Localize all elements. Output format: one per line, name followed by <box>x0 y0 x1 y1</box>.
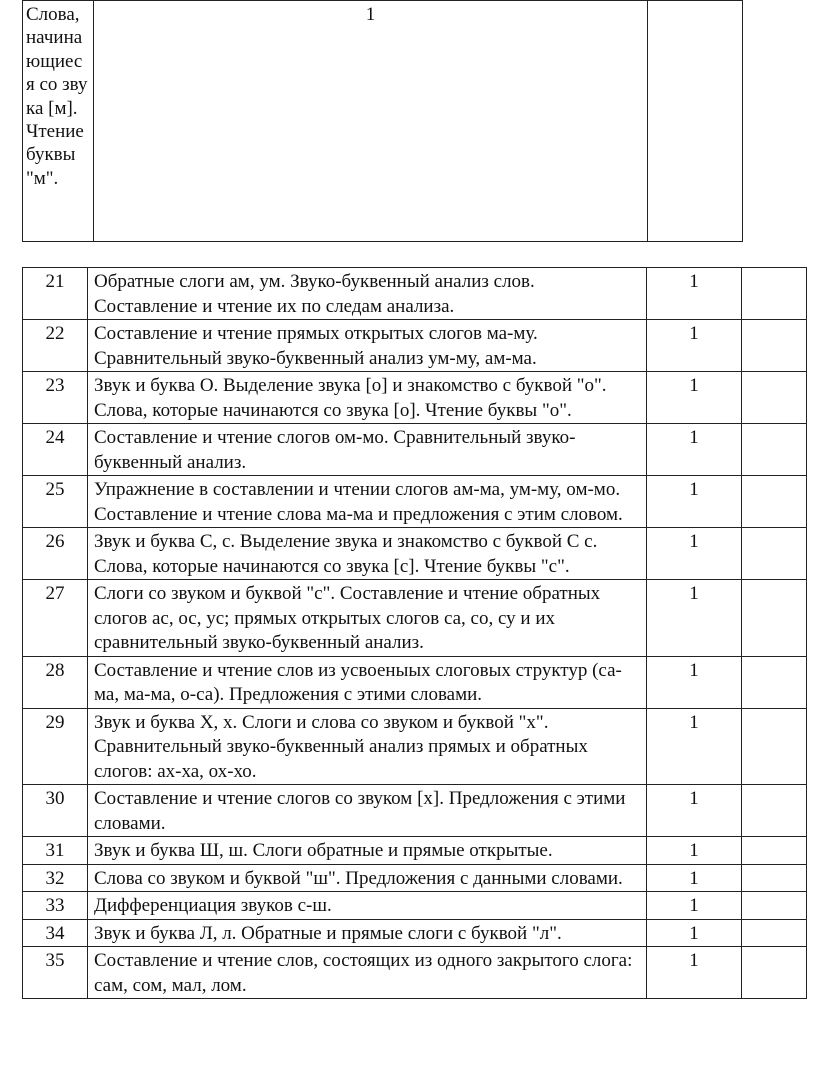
hours-count: 1 <box>647 268 742 320</box>
hours-count: 1 <box>647 424 742 476</box>
topic-text: Слова, начинающиеся со звука [м]. Чтение буквы "м". <box>26 4 88 189</box>
hours-count: 1 <box>647 708 742 785</box>
lesson-topic: Звук и буква Ш, ш. Слоги обратные и прямые открытые. <box>88 837 647 865</box>
lesson-topic: Упражнение в составлении и чтении слогов ам-ма, ум-му, ом-мо. Составление и чтение слова ма-ма и предложения с этим словом. <box>88 476 647 528</box>
hours-count: 1 <box>647 528 742 580</box>
lesson-topic: Звук и буква С, с. Выделение звука и знакомство с буквой С с. Слова, которые начинаются со звука [с]. Чтение буквы "с". <box>88 528 647 580</box>
lesson-topic: Звук и буква Х, х. Слоги и слова со звуком и буквой "х". Сравнительный звуко-буквенный анализ прямых и обратных слогов: ах-ха, ох-хо. <box>88 708 647 785</box>
lesson-topic: Составление и чтение слогов ом-мо. Сравнительный звуко-буквенный анализ. <box>88 424 647 476</box>
notes-cell <box>742 785 807 837</box>
row-number: 25 <box>23 476 88 528</box>
notes-cell <box>742 708 807 785</box>
table-row <box>23 528 807 580</box>
row-number: 23 <box>23 372 88 424</box>
continued-row-table <box>22 0 743 242</box>
extra-cell <box>648 1 743 242</box>
table-row <box>23 580 807 657</box>
hours-count: 1 <box>647 372 742 424</box>
hours-count: 1 <box>647 580 742 657</box>
notes-cell <box>742 837 807 865</box>
notes-cell <box>742 947 807 999</box>
lesson-topic: Дифференциация звуков с-ш. <box>88 892 647 920</box>
notes-cell <box>742 528 807 580</box>
lesson-topic: Звук и буква О. Выделение звука [о] и знакомство с буквой "о". Слова, которые начинаются со звука [о]. Чтение буквы "о". <box>88 372 647 424</box>
table-row <box>23 919 807 947</box>
hours-count: 1 <box>647 656 742 708</box>
row-number: 33 <box>23 892 88 920</box>
lesson-plan-table <box>22 267 807 999</box>
row-number: 29 <box>23 708 88 785</box>
notes-cell <box>742 424 807 476</box>
hours-count: 1 <box>647 864 742 892</box>
lesson-topic: Составление и чтение слов из усвоеныых слоговых структур (са-ма, ма-ма, о-са). Предложения с этими словами. <box>88 656 647 708</box>
table-row <box>23 320 807 372</box>
notes-cell <box>742 656 807 708</box>
table-row <box>23 1 743 242</box>
table-row <box>23 864 807 892</box>
topic-cell <box>23 1 94 242</box>
row-number: 35 <box>23 947 88 999</box>
lesson-topic: Составление и чтение слогов со звуком [х]. Предложения с этими словами. <box>88 785 647 837</box>
hours-count: 1 <box>647 892 742 920</box>
notes-cell <box>742 268 807 320</box>
row-number: 26 <box>23 528 88 580</box>
notes-cell <box>742 892 807 920</box>
row-number: 24 <box>23 424 88 476</box>
row-number: 28 <box>23 656 88 708</box>
table-row <box>23 837 807 865</box>
hours-count: 1 <box>647 476 742 528</box>
row-number: 31 <box>23 837 88 865</box>
row-number: 30 <box>23 785 88 837</box>
table-row <box>23 656 807 708</box>
hours-count: 1 <box>647 919 742 947</box>
notes-cell <box>742 372 807 424</box>
table-row <box>23 708 807 785</box>
table-row <box>23 476 807 528</box>
lesson-plan-table-wrap <box>22 267 807 999</box>
notes-cell <box>742 864 807 892</box>
lesson-topic: Составление и чтение слов, состоящих из одного закрытого слога: сам, сом, мал, лом. <box>88 947 647 999</box>
row-number: 22 <box>23 320 88 372</box>
hours-value: 1 <box>365 4 376 25</box>
notes-cell <box>742 476 807 528</box>
row-number: 27 <box>23 580 88 657</box>
table-row <box>23 892 807 920</box>
notes-cell <box>742 919 807 947</box>
hours-cell <box>94 1 648 242</box>
row-number: 21 <box>23 268 88 320</box>
table-row <box>23 268 807 320</box>
hours-count: 1 <box>647 320 742 372</box>
table-row <box>23 785 807 837</box>
lesson-topic: Звук и буква Л, л. Обратные и прямые слоги с буквой "л". <box>88 919 647 947</box>
hours-count: 1 <box>647 785 742 837</box>
lesson-topic: Обратные слоги ам, ум. Звуко-буквенный анализ слов. Составление и чтение их по следам анализа. <box>88 268 647 320</box>
row-number: 34 <box>23 919 88 947</box>
hours-count: 1 <box>647 947 742 999</box>
lesson-topic: Слоги со звуком и буквой "с". Составление и чтение обратных слогов ас, ос, ус; прямых открытых слогов са, со, су и их сравнительный звуко-буквенный анализ. <box>88 580 647 657</box>
lesson-topic: Составление и чтение прямых открытых слогов ма-му. Сравнительный звуко-буквенный анализ ум-му, ам-ма. <box>88 320 647 372</box>
lesson-topic: Слова со звуком и буквой "ш". Предложения с данными словами. <box>88 864 647 892</box>
table-row <box>23 372 807 424</box>
hours-count: 1 <box>647 837 742 865</box>
row-number: 32 <box>23 864 88 892</box>
notes-cell <box>742 580 807 657</box>
table-row <box>23 947 807 999</box>
top-table-fragment <box>22 0 743 242</box>
table-row <box>23 424 807 476</box>
notes-cell <box>742 320 807 372</box>
